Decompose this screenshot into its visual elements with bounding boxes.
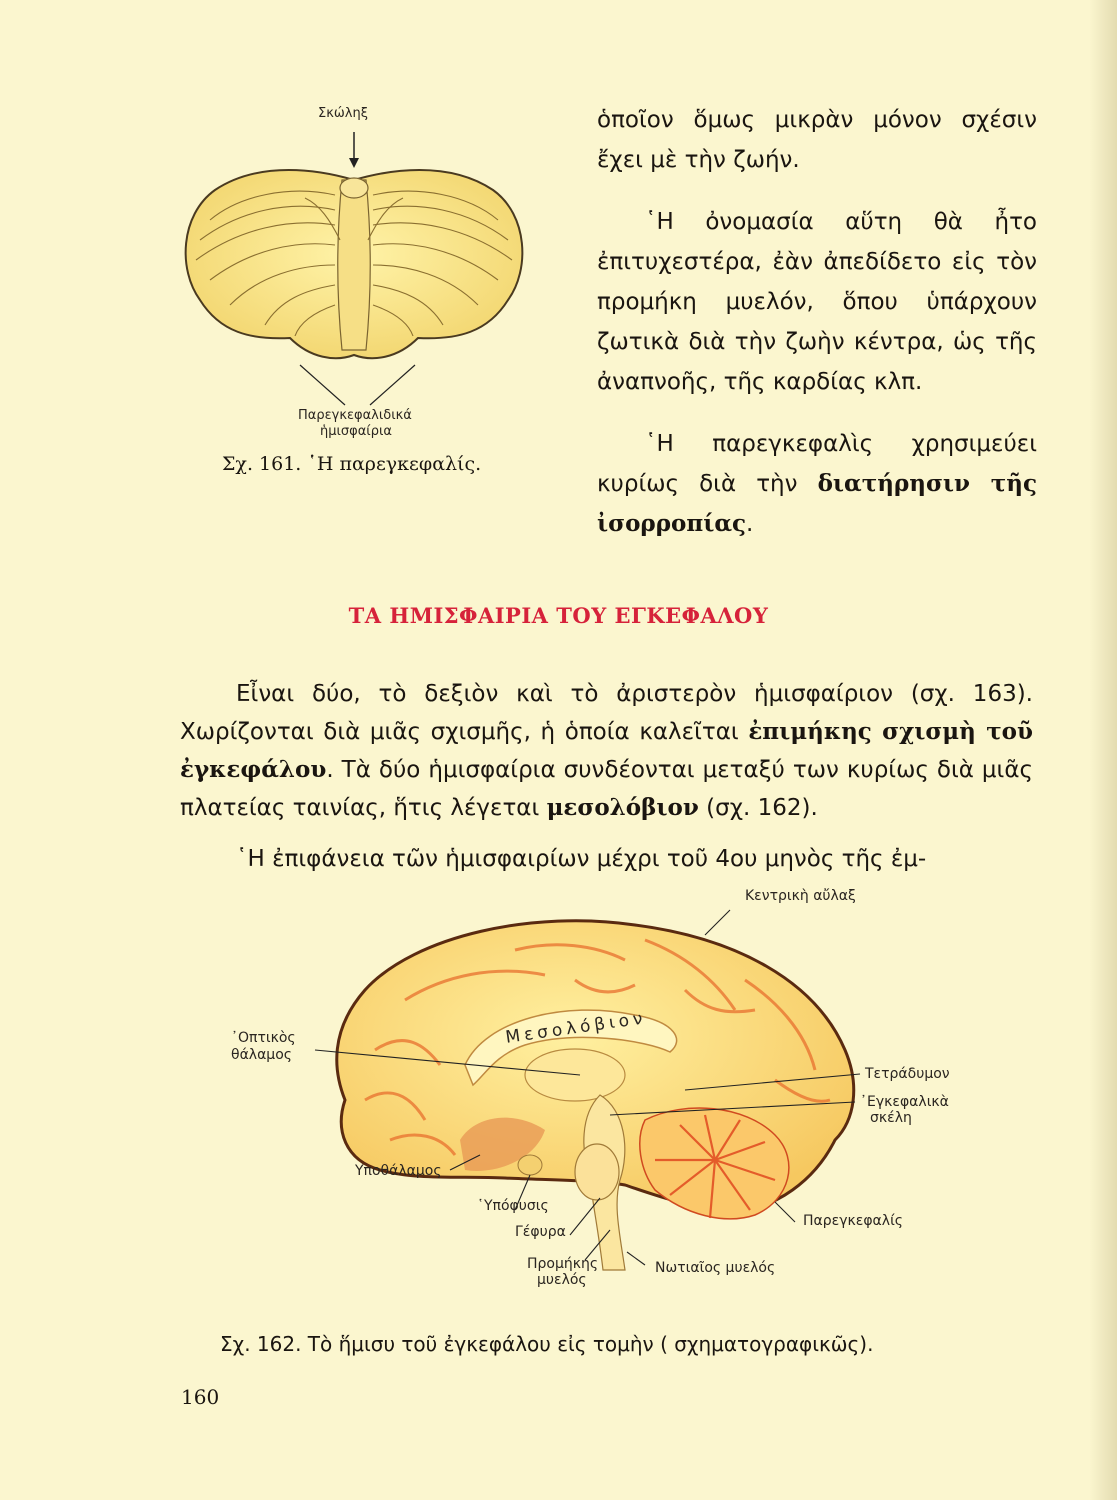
paragraph: ῾Η ἐπιφάνεια τῶν ἡμισφαιρίων μέχρι τοῦ 4ου μηνὸς τῆς ἐμ- xyxy=(236,846,927,872)
label-cerebral-peduncles-2: σκέλη xyxy=(870,1110,912,1126)
label-central-sulcus: Κεντρικὴ αὔλαξ xyxy=(745,888,856,904)
paragraph xyxy=(180,676,1033,827)
label-spinal-cord: Νωτιαῖος μυελός xyxy=(655,1260,776,1276)
label-hypothalamus: Υποθάλαμος xyxy=(355,1163,442,1179)
label-cerebral-peduncles-1: ᾿Εγκεφαλικὰ xyxy=(860,1094,949,1110)
label-medulla-1: Προμήκης xyxy=(527,1256,599,1272)
right-column-text xyxy=(597,100,1037,566)
label-tetradymon: Τετράδυμον xyxy=(865,1066,950,1082)
text-run: Εἶναι δύο, τὸ δεξιὸν καὶ τὸ ἀριστερὸν ἡμισφαίριον (σχ. 163). Χωρίζονται διὰ μιᾶς σχισμῆς, ἡ ὁποία καλεῖται xyxy=(180,681,1033,745)
section-title: ΤΑ ΗΜΙΣΦΑΙΡΙΑ ΤΟΥ ΕΓΚΕΦΑΛΟΥ xyxy=(348,603,769,628)
page-edge-shadow xyxy=(1089,0,1117,1500)
label-vermis: Σκώληξ xyxy=(318,106,368,121)
figure-162 xyxy=(215,880,975,1300)
text-run: (σχ. 162). xyxy=(698,795,818,821)
paragraph: ὁποῖον ὅμως μικρὰν μόνον σχέσιν ἔχει μὲ τὴν ζωήν. xyxy=(597,107,1037,173)
brain-section-illustration xyxy=(215,880,975,1300)
label-optic-thalamus-1: ᾿Οπτικὸς xyxy=(231,1030,296,1046)
body-text xyxy=(180,676,1033,892)
bold-term: ἐπιμήκης σχισμὴ τοῦ ἐγκεφάλου xyxy=(180,718,1033,783)
text-run: . Τὰ δύο ἡμισφαίρια συνδέονται μεταξύ των κυρίως διὰ μιᾶς πλατείας ταινίας, ἥτις λέγεται xyxy=(180,757,1033,821)
text-run: . xyxy=(746,511,754,537)
page-number: 160 xyxy=(181,1385,220,1409)
label-cerebellum: Παρεγκεφαλίς xyxy=(803,1213,904,1229)
bold-term: μεσολόβιον xyxy=(546,794,699,821)
text-run: ῾Η παρεγκεφαλὶς χρησιμεύει κυρίως διὰ τὴν xyxy=(597,431,1037,497)
figure-162-caption: Σχ. 162. Τὸ ἥμισυ τοῦ ἐγκεφάλου εἰς τομὴν ( σχηματογραφικῶς). xyxy=(220,1332,874,1356)
label-corpus-callosum: Μεσολόβιον xyxy=(504,1008,648,1048)
label-cerebellar-hemispheres-2: ἡμισφαίρια xyxy=(320,424,392,439)
label-pons: Γέφυρα xyxy=(515,1224,566,1240)
bold-term: διατήρησιν τῆς ἰσορροπίας xyxy=(597,470,1037,537)
paragraph xyxy=(597,424,1037,544)
figure-161 xyxy=(170,100,550,490)
label-cerebellar-hemispheres-1: Παρεγκεφαλιδικά xyxy=(298,408,412,423)
paragraph: ῾Η ὀνομασία αὕτη θὰ ἦτο ἐπιτυχεστέρα, ἐὰν ἀπεδίδετο εἰς τὸν προμήκη μυελόν, ὅπου ὑπάρχουν ζωτικὰ διὰ τὴν ζωὴν κέντρα, ὡς τῆς ἀναπνοῆς, τῆς καρδίας κλπ. xyxy=(597,209,1037,395)
figure-161-caption: Σχ. 161. ῾Η παρεγκεφαλίς. xyxy=(222,453,482,475)
label-optic-thalamus-2: θάλαμος xyxy=(231,1047,292,1063)
label-medulla-2: μυελός xyxy=(537,1272,587,1288)
label-pituitary: ῾Υπόφυσις xyxy=(477,1198,549,1214)
